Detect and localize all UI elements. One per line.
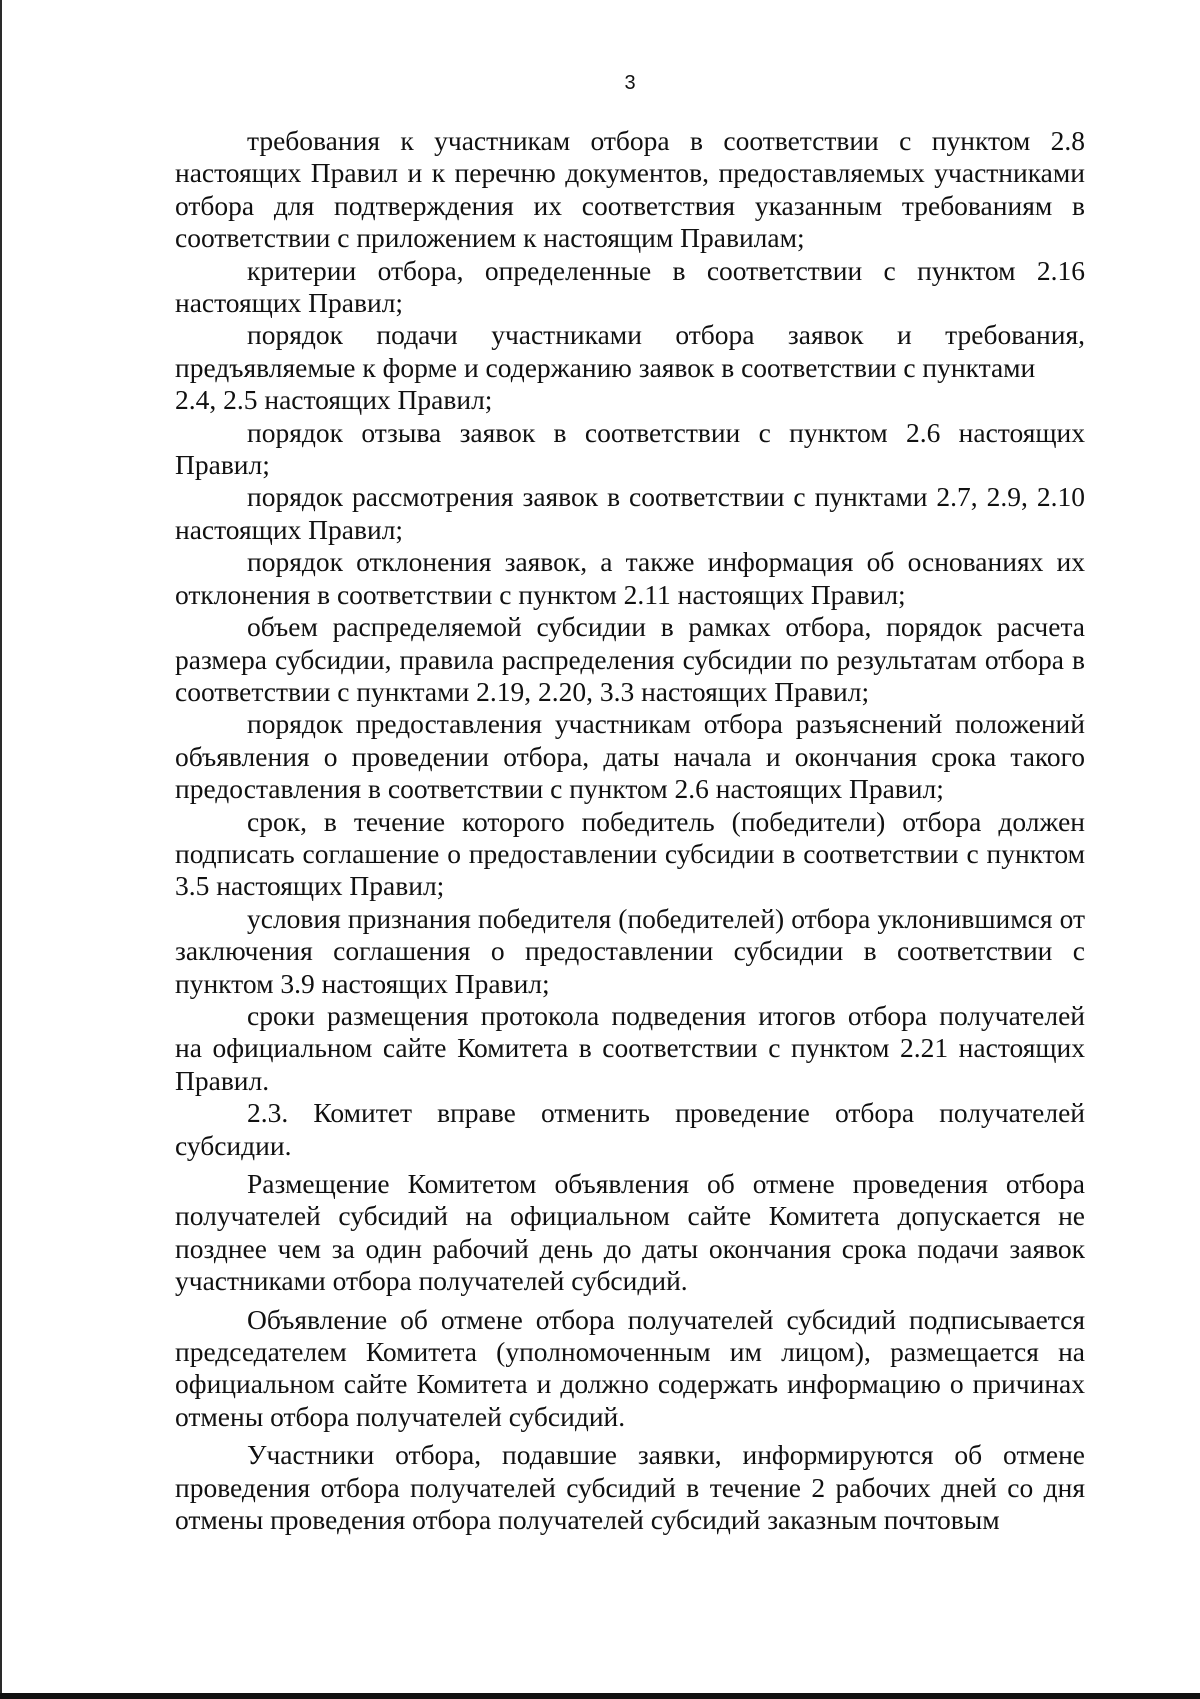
scan-bottom-edge bbox=[0, 1693, 1200, 1699]
paragraph-submission-order: порядок подачи участниками отбора заявок и требования, предъявляемые к форме и содержанию заявок в соответствии с пунктами 2.4, 2.5 настоящих Правил; bbox=[175, 319, 1085, 416]
paragraph-signing-term: срок, в течение которого победитель (победители) отбора должен подписать соглашение о предоставлении субсидии в соответствии с пунктом 3.5 настоящих Правил; bbox=[175, 805, 1085, 902]
scan-left-edge bbox=[0, 0, 2, 1699]
document-body bbox=[175, 125, 1085, 1536]
paragraph-evasion-conditions: условия признания победителя (победителей) отбора уклонившимся от заключения соглашения о предоставлении субсидии в соответствии с пунктом 3.9 настоящих Правил; bbox=[175, 902, 1085, 999]
paragraph-review-order: порядок рассмотрения заявок в соответствии с пунктами 2.7, 2.9, 2.10 настоящих Правил; bbox=[175, 481, 1085, 545]
paragraph-withdrawal-order: порядок отзыва заявок в соответствии с пунктом 2.6 настоящих Правил; bbox=[175, 416, 1085, 481]
paragraph-participants-informed: Участники отбора, подавшие заявки, информируются об отмене проведения отбора получателей субсидий в течение 2 рабочих дней со дня отмены проведения отбора получателей субсидий заказным почтовым bbox=[175, 1439, 1085, 1536]
paragraph-section-2-3: 2.3. Комитет вправе отменить проведение отбора получателей субсидии. bbox=[175, 1097, 1085, 1161]
paragraph-cancellation-notice: Размещение Комитетом объявления об отмене проведения отбора получателей субсидий на официальном сайте Комитета допускается не позднее чем за один рабочий день до даты окончания срока подачи заявок участниками отбора получателей субсидий. bbox=[175, 1168, 1085, 1297]
paragraph-subsidy-volume: объем распределяемой субсидии в рамках отбора, порядок расчета размера субсидии, правила распределения субсидии по результатам отбора в соответствии с пунктами 2.19, 2.20, 3.3 настоящих Правил; bbox=[175, 611, 1085, 707]
paragraph-rejection-order: порядок отклонения заявок, а также информация об основаниях их отклонения в соответствии с пунктом 2.11 настоящих Правил; bbox=[175, 546, 1085, 610]
paragraph-protocol-publication: сроки размещения протокола подведения итогов отбора получателей на официальном сайте Комитета в соответствии с пунктом 2.21 настоящих Правил. bbox=[175, 999, 1085, 1096]
paragraph-clarifications: порядок предоставления участникам отбора разъяснений положений объявления о проведении отбора, даты начала и окончания срока такого предоставления в соответствии с пунктом 2.6 настоящих Правил; bbox=[175, 708, 1085, 805]
paragraph-cancellation-signing: Объявление об отмене отбора получателей субсидий подписывается председателем Комитета (уполномоченным им лицом), размещается на официальном сайте Комитета и должно содержать информацию о причинах отмены отбора получателей субсидий. bbox=[175, 1303, 1085, 1432]
paragraph-requirements: требования к участникам отбора в соответствии с пунктом 2.8 настоящих Правил и к перечню документов, предоставляемых участниками отбора для подтверждения их соответствия указанным требованиям в соответствии с приложением к настоящим Правилам; bbox=[175, 125, 1085, 254]
paragraph-criteria: критерии отбора, определенные в соответствии с пунктом 2.16 настоящих Правил; bbox=[175, 254, 1085, 319]
page-number: 3 bbox=[624, 72, 636, 94]
